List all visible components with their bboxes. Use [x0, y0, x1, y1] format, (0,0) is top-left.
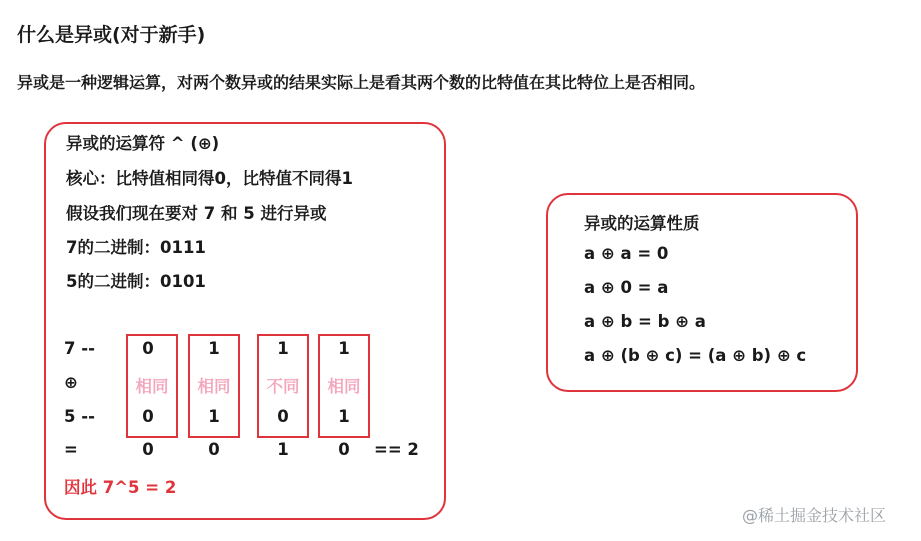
conclusion-line: 因此 7^5 = 2	[64, 478, 177, 497]
row-label-7: 7 --	[64, 339, 95, 358]
result-bit: 0	[338, 440, 350, 459]
xor-symbol: ⊕	[64, 373, 78, 392]
bit-7: 1	[338, 339, 350, 358]
bit-5: 1	[208, 407, 220, 426]
result-bit: 0	[208, 440, 220, 459]
page-title: 什么是异或(对于新手)	[17, 24, 206, 46]
operator-line: 异或的运算符 ^ (⊕)	[66, 134, 220, 153]
watermark: @稀土掘金技术社区	[742, 506, 887, 525]
binary-5-line: 5的二进制：0101	[66, 272, 206, 291]
assumption-line: 假设我们现在要对 7 和 5 进行异或	[66, 204, 327, 223]
compare-tag: 相同	[135, 377, 169, 396]
result-bit: 0	[142, 440, 154, 459]
property-line: a ⊕ 0 = a	[584, 278, 669, 297]
compare-tag: 不同	[266, 377, 300, 396]
properties-title: 异或的运算性质	[584, 214, 700, 233]
result-value: == 2	[374, 440, 419, 459]
bit-5: 1	[338, 407, 350, 426]
property-line: a ⊕ (b ⊕ c) = (a ⊕ b) ⊕ c	[584, 346, 807, 365]
bit-7: 0	[142, 339, 154, 358]
core-rule-line: 核心：比特值相同得0，比特值不同得1	[66, 169, 353, 188]
binary-7-line: 7的二进制：0111	[66, 238, 206, 257]
row-label-5: 5 --	[64, 407, 95, 426]
bit-5: 0	[142, 407, 154, 426]
bit-5: 0	[277, 407, 289, 426]
compare-tag: 相同	[327, 377, 361, 396]
description-text: 异或是一种逻辑运算，对两个数异或的结果实际上是看其两个数的比特值在其比特位上是否相同。	[17, 73, 706, 92]
compare-tag: 相同	[197, 377, 231, 396]
property-line: a ⊕ a = 0	[584, 244, 669, 263]
bit-7: 1	[277, 339, 289, 358]
result-bit: 1	[277, 440, 289, 459]
property-line: a ⊕ b = b ⊕ a	[584, 312, 706, 331]
equals-label: =	[64, 440, 78, 459]
bit-7: 1	[208, 339, 220, 358]
